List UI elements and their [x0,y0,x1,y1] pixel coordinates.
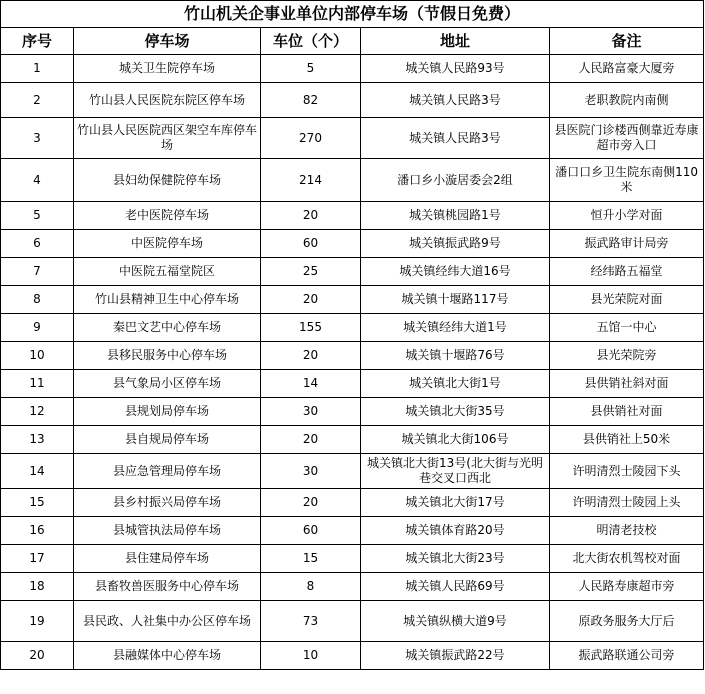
cell-address: 城关镇北大街1号 [361,370,550,398]
cell-spots: 8 [261,573,361,601]
cell-spots: 60 [261,517,361,545]
table-row [1,642,704,670]
cell-spots: 20 [261,489,361,517]
cell-no: 3 [1,118,74,159]
cell-no: 20 [1,642,74,670]
cell-no: 11 [1,370,74,398]
cell-name: 中医院五福堂院区 [74,258,261,286]
header-no: 序号 [1,28,74,55]
cell-spots: 10 [261,642,361,670]
cell-name: 县自规局停车场 [74,426,261,454]
cell-note: 北大街农机驾校对面 [550,545,704,573]
cell-no: 14 [1,454,74,489]
table-row [1,314,704,342]
cell-note: 县供销社斜对面 [550,370,704,398]
table-row [1,454,704,489]
cell-spots: 25 [261,258,361,286]
table-body [1,55,704,670]
cell-spots: 30 [261,454,361,489]
header-spots: 车位（个） [261,28,361,55]
cell-name: 县应急管理局停车场 [74,454,261,489]
cell-spots: 20 [261,342,361,370]
cell-note: 许明清烈士陵园下头 [550,454,704,489]
cell-note: 恒升小学对面 [550,202,704,230]
cell-address: 城关镇人民路3号 [361,83,550,118]
cell-name: 县气象局小区停车场 [74,370,261,398]
table-row [1,426,704,454]
cell-address: 城关镇人民路69号 [361,573,550,601]
cell-note: 县供销社对面 [550,398,704,426]
cell-no: 13 [1,426,74,454]
cell-spots: 60 [261,230,361,258]
table-row [1,517,704,545]
table-row [1,118,704,159]
cell-name: 中医院停车场 [74,230,261,258]
cell-note: 县光荣院对面 [550,286,704,314]
cell-note: 经纬路五福堂 [550,258,704,286]
cell-name: 县规划局停车场 [74,398,261,426]
cell-note: 许明清烈士陵园上头 [550,489,704,517]
cell-note: 人民路富豪大厦旁 [550,55,704,83]
cell-note: 老职教院内南侧 [550,83,704,118]
cell-spots: 20 [261,426,361,454]
cell-note: 振武路联通公司旁 [550,642,704,670]
cell-no: 17 [1,545,74,573]
cell-note: 振武路审计局旁 [550,230,704,258]
cell-no: 16 [1,517,74,545]
cell-note: 人民路寿康超市旁 [550,573,704,601]
cell-name: 老中医院停车场 [74,202,261,230]
table-row [1,601,704,642]
table-row [1,230,704,258]
cell-no: 9 [1,314,74,342]
cell-name: 县畜牧兽医服务中心停车场 [74,573,261,601]
cell-note: 潘口口乡卫生院东南侧110米 [550,159,704,202]
cell-spots: 214 [261,159,361,202]
cell-address: 城关镇人民路93号 [361,55,550,83]
cell-no: 15 [1,489,74,517]
table-row [1,370,704,398]
cell-address: 城关镇十堰路117号 [361,286,550,314]
cell-address: 城关镇经纬大道1号 [361,314,550,342]
table-title: 竹山机关企事业单位内部停车场（节假日免费） [1,1,704,28]
cell-no: 2 [1,83,74,118]
cell-address: 城关镇人民路3号 [361,118,550,159]
cell-address: 城关镇振武路22号 [361,642,550,670]
table-row [1,286,704,314]
table-row [1,545,704,573]
cell-name: 秦巴文艺中心停车场 [74,314,261,342]
cell-address: 城关镇十堰路76号 [361,342,550,370]
cell-spots: 155 [261,314,361,342]
cell-name: 县乡村振兴局停车场 [74,489,261,517]
cell-note: 县光荣院旁 [550,342,704,370]
cell-name: 县住建局停车场 [74,545,261,573]
cell-no: 18 [1,573,74,601]
cell-note: 县供销社上50米 [550,426,704,454]
table-row [1,489,704,517]
cell-spots: 20 [261,202,361,230]
cell-spots: 15 [261,545,361,573]
header-name: 停车场 [74,28,261,55]
table-row [1,258,704,286]
cell-address: 城关镇北大街17号 [361,489,550,517]
cell-no: 7 [1,258,74,286]
cell-note: 原政务服务大厅后 [550,601,704,642]
cell-address: 潘口乡小漩居委会2组 [361,159,550,202]
cell-no: 8 [1,286,74,314]
cell-note: 五馆一中心 [550,314,704,342]
cell-name: 县融媒体中心停车场 [74,642,261,670]
cell-spots: 270 [261,118,361,159]
header-address: 地址 [361,28,550,55]
cell-spots: 5 [261,55,361,83]
cell-name: 县城管执法局停车场 [74,517,261,545]
table-row [1,342,704,370]
table-row [1,573,704,601]
cell-address: 城关镇北大街13号(北大街与光明巷交叉口西北 [361,454,550,489]
cell-address: 城关镇北大街23号 [361,545,550,573]
cell-note: 县医院门诊楼西侧靠近寿康超市旁入口 [550,118,704,159]
cell-no: 12 [1,398,74,426]
cell-no: 6 [1,230,74,258]
cell-no: 10 [1,342,74,370]
cell-name: 县妇幼保健院停车场 [74,159,261,202]
cell-note: 明清老技校 [550,517,704,545]
cell-name: 县民政、人社集中办公区停车场 [74,601,261,642]
cell-name: 竹山县人民医院东院区停车场 [74,83,261,118]
header-row [1,28,704,55]
cell-address: 城关镇北大街35号 [361,398,550,426]
cell-spots: 73 [261,601,361,642]
cell-no: 4 [1,159,74,202]
table-row [1,398,704,426]
cell-spots: 14 [261,370,361,398]
cell-address: 城关镇振武路9号 [361,230,550,258]
table-row [1,202,704,230]
cell-name: 竹山县精神卫生中心停车场 [74,286,261,314]
cell-address: 城关镇纵横大道9号 [361,601,550,642]
cell-address: 城关镇桃园路1号 [361,202,550,230]
cell-spots: 20 [261,286,361,314]
cell-name: 县移民服务中心停车场 [74,342,261,370]
header-note: 备注 [550,28,704,55]
cell-address: 城关镇经纬大道16号 [361,258,550,286]
table-row [1,159,704,202]
table-row [1,55,704,83]
cell-spots: 82 [261,83,361,118]
cell-name: 竹山县人民医院西区架空车库停车场 [74,118,261,159]
cell-no: 19 [1,601,74,642]
cell-no: 5 [1,202,74,230]
cell-address: 城关镇北大街106号 [361,426,550,454]
cell-name: 城关卫生院停车场 [74,55,261,83]
cell-spots: 30 [261,398,361,426]
cell-no: 1 [1,55,74,83]
cell-address: 城关镇体育路20号 [361,517,550,545]
table-row [1,83,704,118]
